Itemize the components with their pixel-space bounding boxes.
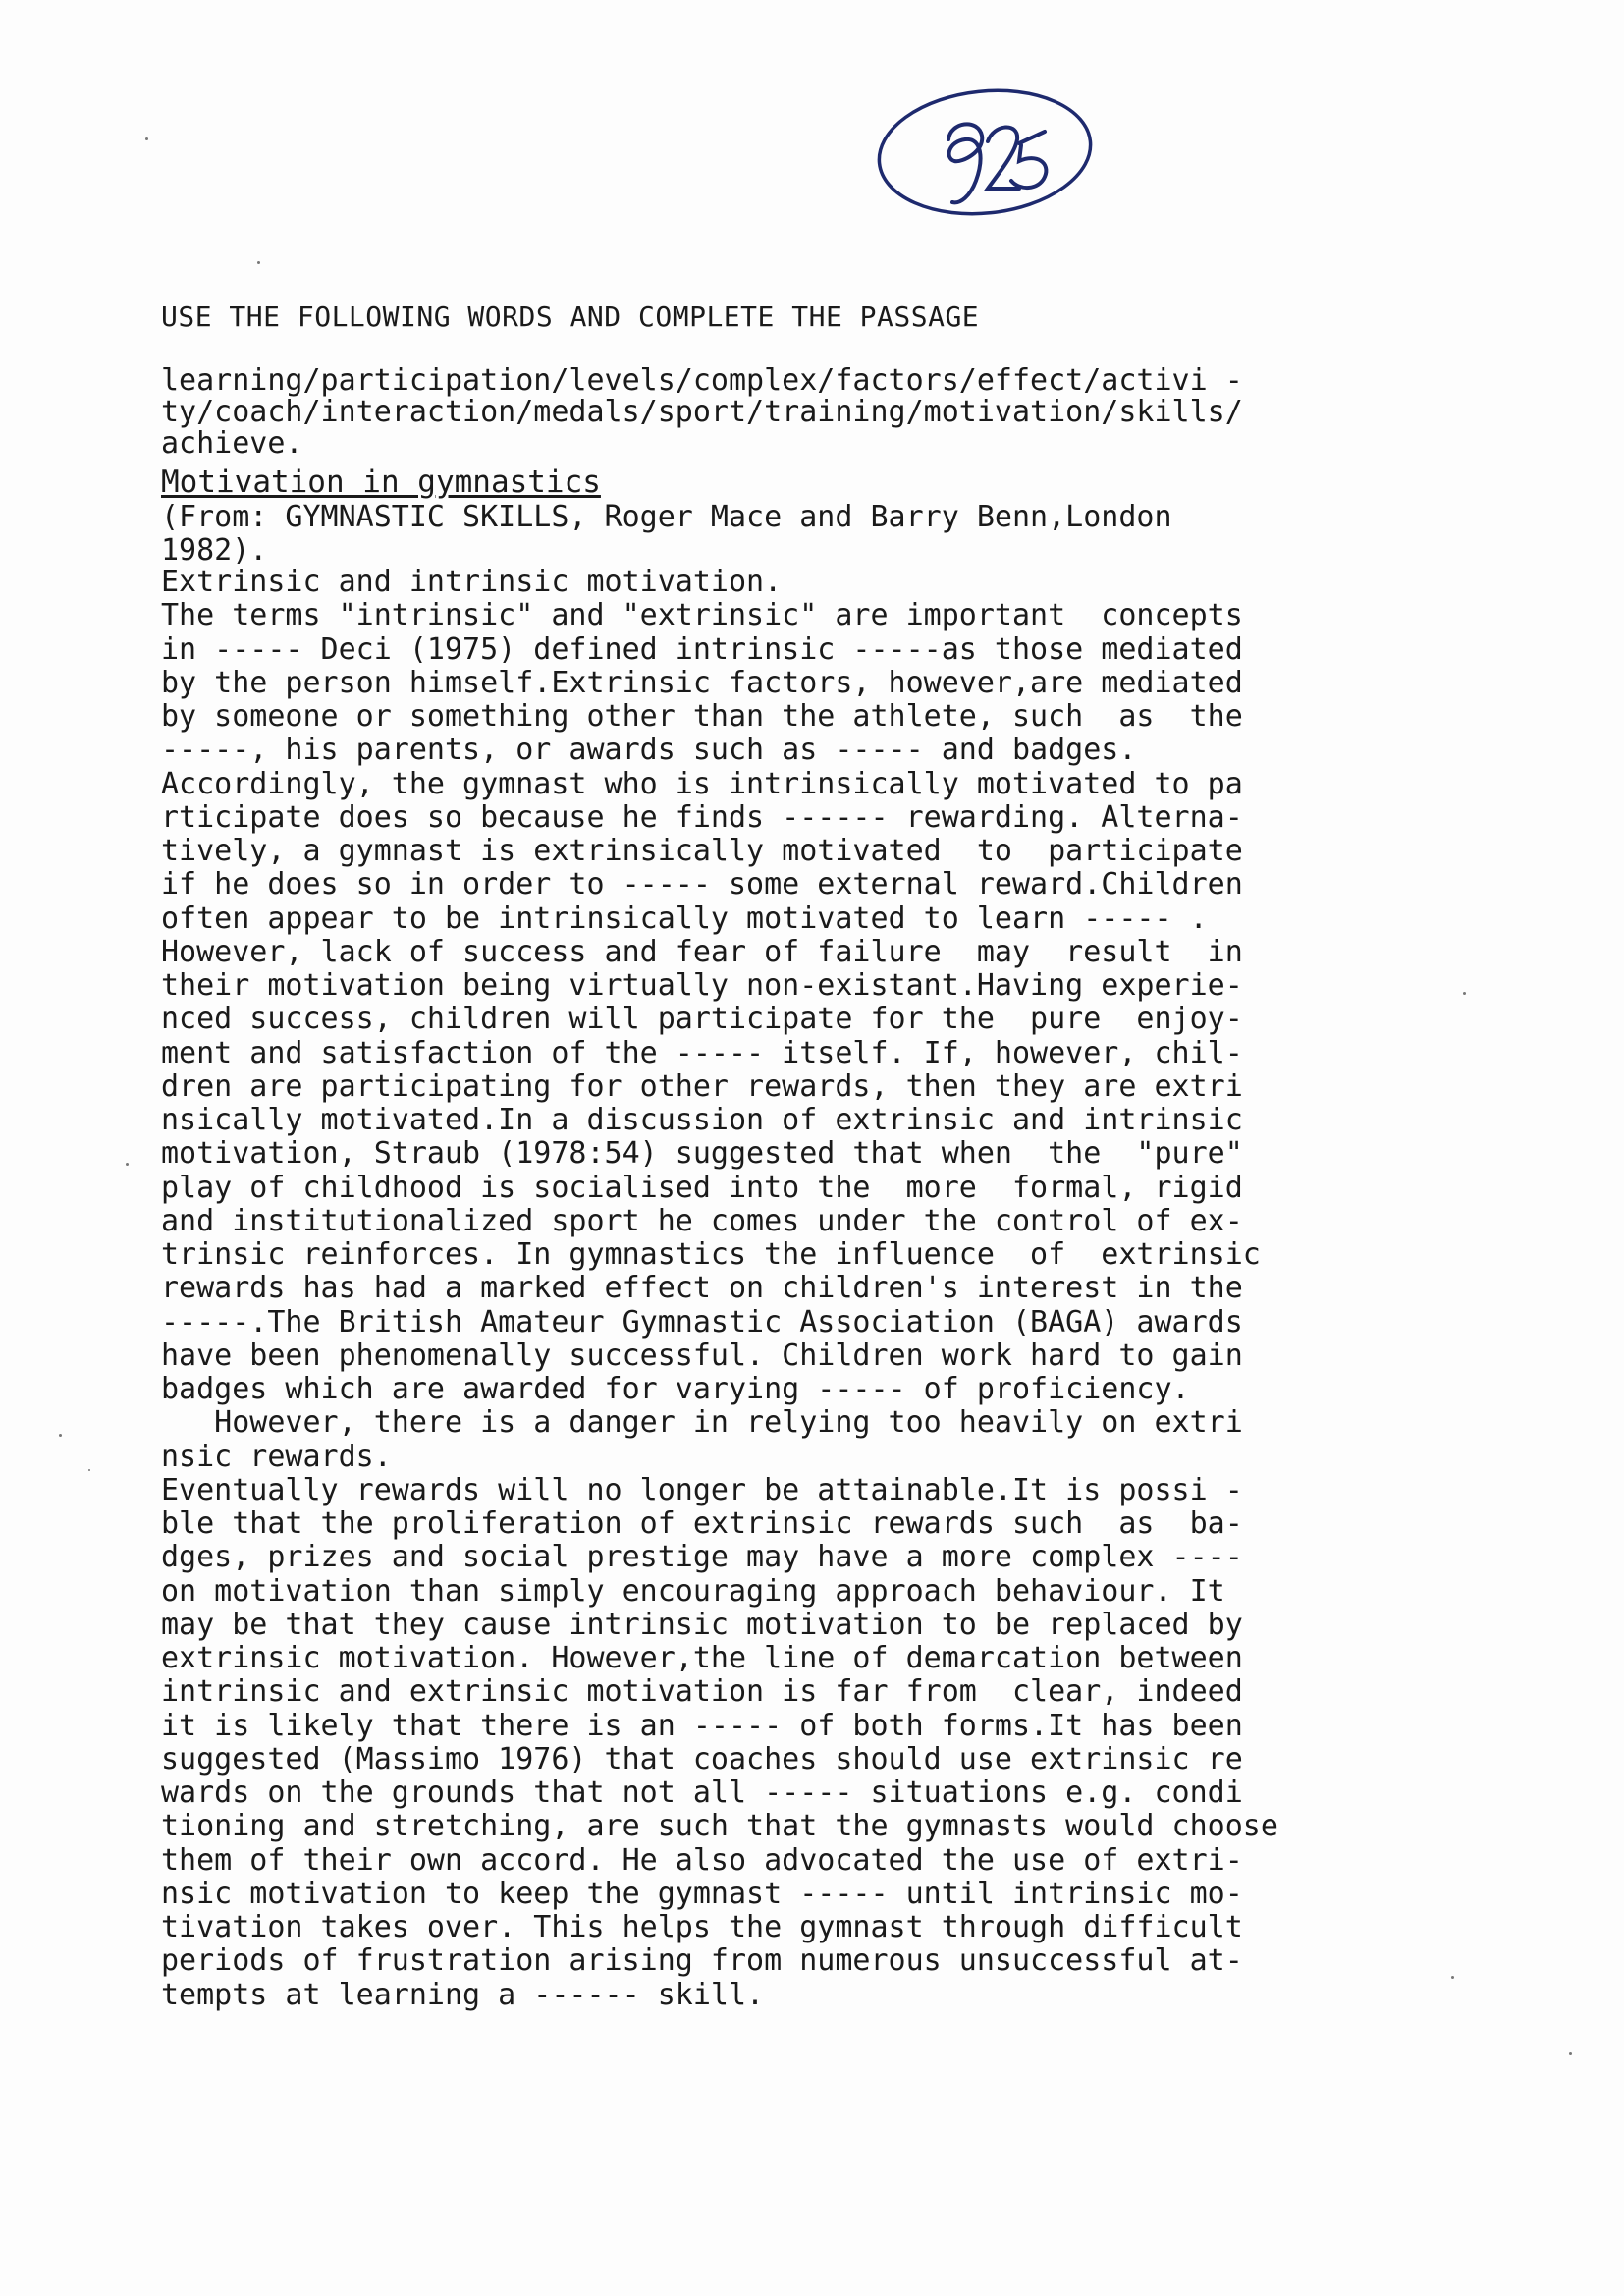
passage-line: However, there is a danger in relying too heavily on extri bbox=[161, 1406, 1243, 1441]
scan-speck bbox=[145, 137, 148, 140]
instruction-heading: USE THE FOLLOWING WORDS AND COMPLETE THE PASSAGE bbox=[161, 301, 980, 333]
passage-line: motivation, Straub (1978:54) suggested that when the "pure" bbox=[161, 1137, 1243, 1172]
passage-line: it is likely that there is an ----- of both forms.It has been bbox=[161, 1709, 1243, 1743]
passage-line: dren are participating for other rewards, then they are extri bbox=[161, 1069, 1243, 1104]
passage-line: by the person himself.Extrinsic factors, however,are mediated bbox=[161, 666, 1243, 700]
passage-line: extrinsic motivation. However,the line of demarcation between bbox=[161, 1642, 1243, 1675]
source-citation bbox=[161, 501, 1172, 568]
passage-line: rticipate does so because he finds ------ rewarding. Alterna- bbox=[161, 800, 1243, 835]
passage-line: nced success, children will participate for the pure enjoy- bbox=[161, 1003, 1243, 1037]
passage-line: if he does so in order to ----- some external reward.Children bbox=[161, 868, 1243, 902]
passage-line: ble that the proliferation of extrinsic rewards such as ba- bbox=[161, 1507, 1243, 1541]
passage-line: tempts at learning a ------ skill. bbox=[161, 1978, 765, 2012]
passage-line: nsic motivation to keep the gymnast ----- until intrinsic mo- bbox=[161, 1877, 1243, 1911]
passage-body bbox=[161, 566, 1398, 2012]
word-list-line: achieve. bbox=[161, 426, 303, 461]
scan-speck bbox=[88, 1469, 90, 1471]
passage-line: Extrinsic and intrinsic motivation. bbox=[161, 566, 783, 599]
passage-line: in ----- Deci (1975) defined intrinsic -----as those mediated bbox=[161, 632, 1243, 667]
passage-line: may be that they cause intrinsic motivation to be replaced by bbox=[161, 1608, 1243, 1642]
passage-line: Accordingly, the gymnast who is intrinsically motivated to pa bbox=[161, 767, 1243, 801]
word-list-line: learning/participation/levels/complex/factors/effect/activi - bbox=[161, 363, 1243, 398]
passage-line: rewards has had a marked effect on children's interest in the bbox=[161, 1272, 1243, 1306]
passage-line: on motivation than simply encouraging approach behaviour. It bbox=[161, 1574, 1225, 1609]
passage-line: intrinsic and extrinsic motivation is far from clear, indeed bbox=[161, 1675, 1243, 1710]
passage-line: and institutionalized sport he comes under the control of ex- bbox=[161, 1204, 1243, 1238]
passage-line: ment and satisfaction of the ----- itself. If, however, chil- bbox=[161, 1036, 1243, 1070]
word-list bbox=[161, 365, 1398, 460]
word-list-line: ty/coach/interaction/medals/sport/training/motivation/skills/ bbox=[161, 395, 1243, 429]
scan-speck bbox=[1569, 2052, 1572, 2055]
passage-line: their motivation being virtually non-existant.Having experie- bbox=[161, 969, 1243, 1003]
passage-line: often appear to be intrinsically motivated to learn ----- . bbox=[161, 902, 1208, 936]
passage-line: suggested (Massimo 1976) that coaches should use extrinsic re bbox=[161, 1742, 1243, 1777]
scan-speck bbox=[1451, 1976, 1454, 1979]
passage-line: by someone or something other than the athlete, such as the bbox=[161, 700, 1243, 734]
passage-title: Motivation in gymnastics bbox=[161, 465, 601, 500]
passage-line: However, lack of success and fear of failure may result in bbox=[161, 935, 1243, 969]
passage-line: tively, a gymnast is extrinsically motivated to participate bbox=[161, 835, 1243, 868]
passage-line: them of their own accord. He also advocated the use of extri- bbox=[161, 1843, 1243, 1878]
scan-speck bbox=[257, 261, 260, 264]
passage-line: trinsic reinforces. In gymnastics the influence of extrinsic bbox=[161, 1238, 1261, 1272]
passage-line: have been phenomenally successful. Children work hard to gain bbox=[161, 1339, 1243, 1373]
passage-line: The terms "intrinsic" and "extrinsic" are important concepts bbox=[161, 599, 1243, 633]
passage-line: dges, prizes and social prestige may have a more complex ---- bbox=[161, 1541, 1243, 1575]
passage-line: nsic rewards. bbox=[161, 1440, 392, 1474]
passage-line: nsically motivated.In a discussion of extrinsic and intrinsic bbox=[161, 1104, 1243, 1137]
passage-line: Eventually rewards will no longer be attainable.It is possi - bbox=[161, 1473, 1243, 1507]
scan-speck bbox=[1463, 992, 1466, 995]
handwritten-page-number bbox=[872, 79, 1098, 226]
passage-line: wards on the grounds that not all ----- situations e.g. condi bbox=[161, 1777, 1243, 1810]
passage-line: play of childhood is socialised into the more formal, rigid bbox=[161, 1171, 1243, 1205]
source-line: 1982). bbox=[161, 533, 268, 568]
passage-line: -----, his parents, or awards such as ----- and badges. bbox=[161, 734, 1137, 768]
passage-line: badges which are awarded for varying ----- of proficiency. bbox=[161, 1373, 1190, 1406]
passage-line: tioning and stretching, are such that the gymnasts would choose bbox=[161, 1810, 1278, 1844]
passage-line: tivation takes over. This helps the gymnast through difficult bbox=[161, 1911, 1243, 1944]
passage-line: -----.The British Amateur Gymnastic Association (BAGA) awards bbox=[161, 1305, 1243, 1339]
source-line: (From: GYMNASTIC SKILLS, Roger Mace and Barry Benn,London bbox=[161, 500, 1172, 534]
scan-speck bbox=[59, 1434, 62, 1437]
scan-speck bbox=[126, 1163, 129, 1166]
passage-line: periods of frustration arising from numerous unsuccessful at- bbox=[161, 1944, 1243, 1979]
circled-number-icon bbox=[872, 79, 1098, 226]
